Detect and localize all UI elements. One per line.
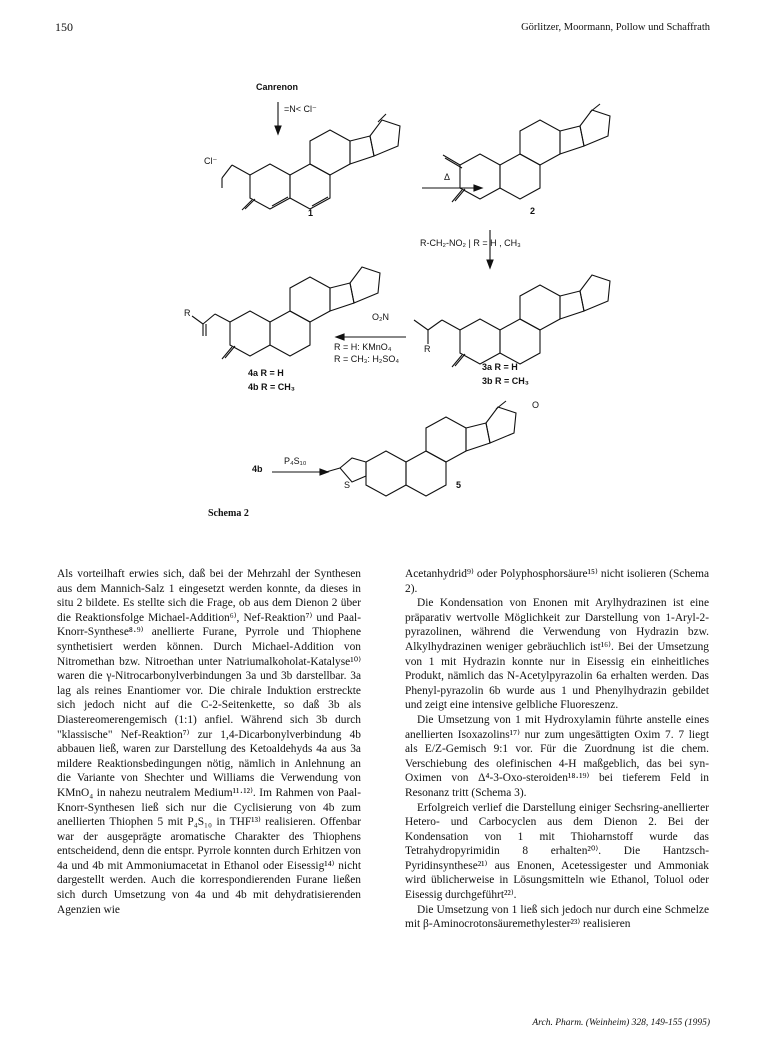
scheme-drawing bbox=[160, 60, 720, 530]
paragraph: Als vorteilhaft erwies sich, daß bei der Mehrzahl der Synthesen aus dem Mannich-Salz 1 eingesetzt werden konnte, da dieses in situ 2 bildete. Es stellte sich die Frage, ob aus dem Dienon 2 über die Reaktionsfolge Michael-Addition⁶⁾, Nef-Reaktion⁷⁾ und Paal-Knorr-Synthese⁸·⁹⁾ anellierte Furane, Pyrrole und Thiophene synthetisiert werden können. Durch Michael-Addition von Nitromethan bzw. Nitroethan unter Natriumalkoholat-Katalyse¹⁰⁾ waren die γ-Nitrocarbonylverbindungen 3a und 3b darstellbar. 3a lag als reines Enantiomer vor. Die chirale Induktion erstreckte sich jedoch nicht auf die C-2-Seitenkette, so daß 3b als Diastereomerengemisch (1:1) anfiel. Während sich 3b durch "klassische" Nef-Reaktion⁷⁾ zur 1,4-Dicarbonylverbindung 4b abbauen ließ, waren zur Darstellung des Ketoaldehyds 4a aus 3a mildere Reaktionsbedingungen nötig, nämlich in Anlehnung an die Variante von Shechter und Williams die Verwendung von KMnO₄ in nahezu neutralem Medium¹¹·¹²⁾. Im Rahmen von Paal-Knorr-Synthesen ließ sich nur die Cyclisierung von 4b zum anellierten Thiophen 5 mit P₄S₁₀ in THF¹³⁾ realisieren. Offenbar war der ausgeprägte aromatische Charakter des Thiophens entscheidend, denn die entspr. Pyrrole konnten durch Erhitzen von 4a und 4b mit Ammoniumacetat in Ethanol oder Eisessig¹⁴⁾ nicht dargestellt werden. Auch die korrespondierenden Furane ließen sich durch Umsetzung von 4a und 4b mit dehydratisierenden Agenzien wie bbox=[57, 568, 361, 916]
start-label-4b: 4b bbox=[252, 464, 263, 474]
p4s10-reagent: P₄S₁₀ bbox=[284, 456, 307, 466]
paragraph: Die Kondensation von Enonen mit Arylhydrazinen ist eine präparativ wertvolle Möglichkeit zur Darstellung von 1-Aryl-2-pyrazolinen, während die Verwendung von Hydrazin bzw. Alkylhydrazinen weniger gebräuchlich ist¹⁶⁾. Bei der Umsetzung von 1 mit Hydrazin konnte nur in Eisessig ein einheitliches Produkt, nämlich das N-Acetylpyrazolin 6a erhalten werden. Das Phenyl-pyrazolin 6b wurde aus 1 und Phenylhydrazin gebildet und zeigt eine intensive gelbliche Fluoreszenz. bbox=[405, 597, 709, 712]
compound-label-3a: 3a R = H bbox=[482, 362, 518, 372]
condition-kmno4: R = H: KMnO₄ bbox=[334, 342, 392, 352]
compound-3-structure bbox=[414, 275, 610, 367]
chloride-label: Cl⁻ bbox=[204, 156, 218, 166]
reaction-scheme bbox=[160, 60, 720, 530]
running-header-authors: Görlitzer, Moormann, Pollow und Schaffrath bbox=[521, 22, 710, 33]
compound-label-5: 5 bbox=[456, 480, 462, 490]
scheme-caption: Schema 2 bbox=[208, 508, 249, 519]
nitro-reagent-label: R-CH₂-NO₂ | R = H , CH₃ bbox=[420, 238, 521, 248]
delta-label: Δ bbox=[444, 172, 451, 182]
text-column-right bbox=[405, 567, 709, 932]
paragraph: Erfolgreich verlief die Darstellung einiger Sechsring-anellierter Hetero- und Carbocyclen aus dem Dienon 2. Bei der Kondensation von 1 mit Thioharnstoff wurde das Tetrahydropyrimidin 8 erhalten²⁰⁾. Die Hantzsch-Pyridinsynthese²¹⁾ aus Enonen, Acetessigester und Ammoniak wird üblicherweise in Lösungsmitteln wie Ethanol, Toluol oder Eisessig durchgeführt²²⁾. bbox=[405, 801, 709, 902]
paragraph: Die Umsetzung von 1 mit Hydroxylamin führte anstelle eines anellierten Isoxazolins¹⁷⁾ nur zum ungesättigten Oxim 7. 7 liegt als E/Z-Gemisch 9:1 vor. Für die Zuordnung ist die chem. Verschiebung des olefinischen 4-H maßgeblich, das bei syn-Oximen von Δ⁴-3-Oxo-steroiden¹⁸·¹⁹⁾ bei tieferem Feld in Resonanz tritt (Schema 3). bbox=[405, 713, 709, 799]
lactone-o-5: O bbox=[532, 400, 540, 410]
compound-label-4a: 4a R = H bbox=[248, 368, 284, 378]
condition-h2so4: R = CH₃: H₂SO₄ bbox=[334, 354, 400, 364]
r-group-left: R bbox=[184, 308, 191, 318]
r-group-mid: R bbox=[424, 344, 431, 354]
compound-5-structure bbox=[326, 401, 516, 496]
compound-2-structure bbox=[443, 104, 610, 202]
reagent-canrenon: Canrenon bbox=[256, 82, 299, 92]
journal-footer: Arch. Pharm. (Weinheim) 328, 149-155 (1995) bbox=[532, 1018, 710, 1028]
text-column-left bbox=[57, 567, 361, 917]
compound-1-structure bbox=[222, 114, 400, 210]
compound-label-4b: 4b R = CH₃ bbox=[248, 382, 295, 392]
sulfur-atom: S bbox=[344, 480, 351, 490]
compound-label-3b: 3b R = CH₃ bbox=[482, 376, 529, 386]
paragraph: Acetanhydrid⁹⁾ oder Polyphosphorsäure¹⁵⁾ nicht isolieren (Schema 2). bbox=[405, 568, 709, 595]
o2n-label: O₂N bbox=[372, 312, 389, 322]
page-number: 150 bbox=[55, 20, 73, 34]
compound-label-1: 1 bbox=[308, 208, 314, 218]
reagent-iminium: =N< Cl⁻ bbox=[284, 104, 317, 114]
paragraph: Die Umsetzung von 1 ließ sich jedoch nur durch eine Schmelze mit β-Aminocrotonsäuremethylester²³⁾ realisieren bbox=[405, 903, 709, 931]
compound-label-2: 2 bbox=[530, 206, 536, 216]
